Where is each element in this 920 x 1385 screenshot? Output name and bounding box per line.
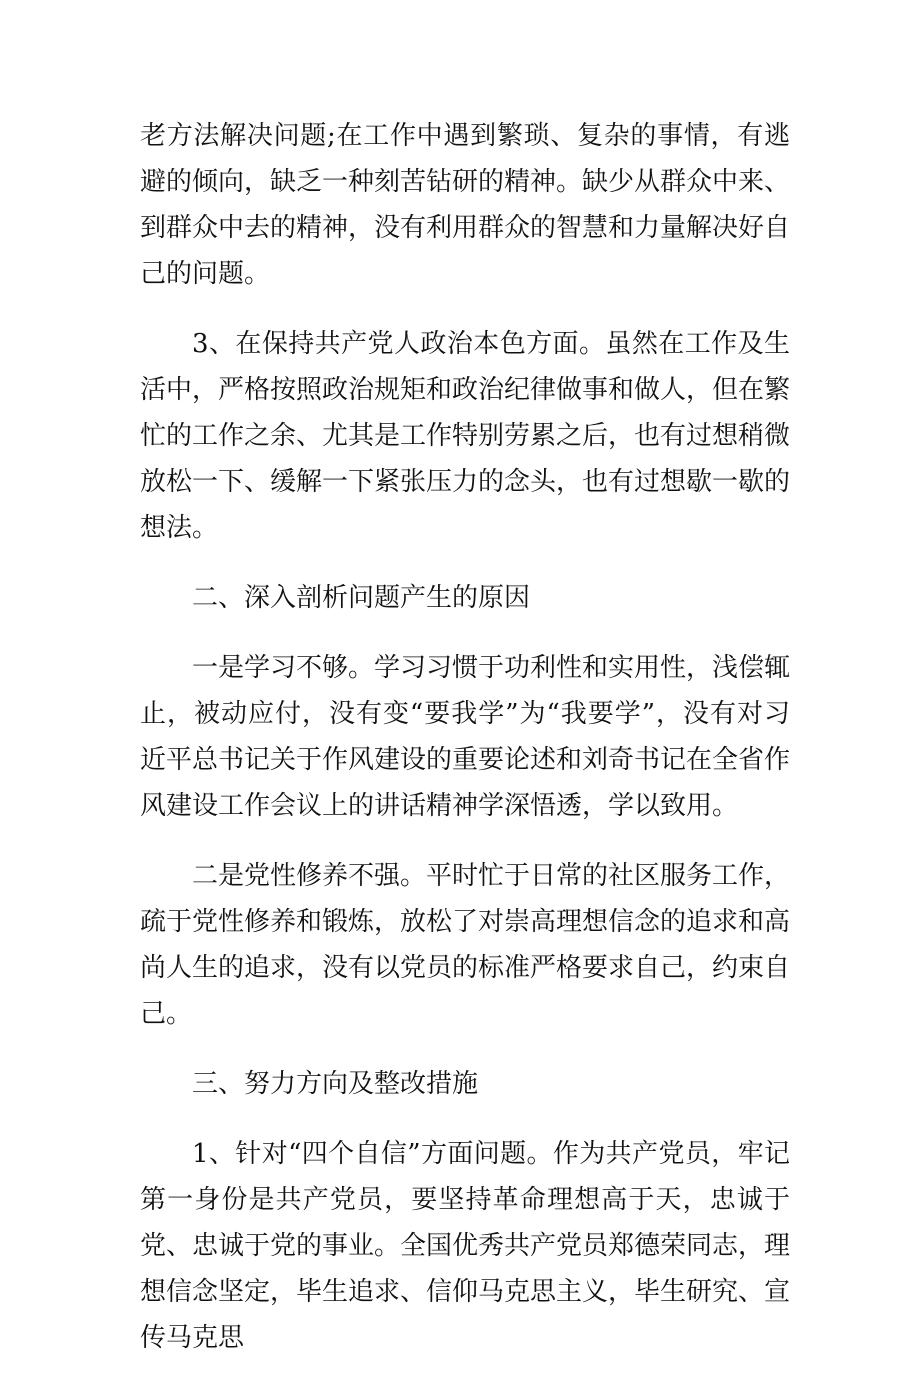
paragraph-continuation: 老方法解决问题;在工作中遇到繁琐、复杂的事情，有逃避的倾向，缺乏一种刻苦钻研的精神。缺少从群众中来、到群众中去的精神，没有利用群众的智慧和力量解决好自己的问题。: [140, 121, 791, 289]
paragraph-four-confidences: 1、针对“四个自信”方面问题。作为共产党员，牢记第一身份是共产党员，要坚持革命理想高于天，忠诚于党、忠诚于党的事业。全国优秀共产党员郑德荣同志，理想信念坚定，毕生追求、信仰马克思主义，毕生研究、宣传马克思: [140, 1139, 791, 1353]
paragraph-insufficient-study: 一是学习不够。学习习惯于功利性和实用性，浅偿辄止，被动应付，没有变“要我学”为“我要学”，没有对习近平总书记关于作风建设的重要论述和刘奇书记在全省作风建设工作会议上的讲话精神学深悟透，学以致用。: [140, 653, 791, 821]
document-body: [140, 113, 790, 1385]
section-heading-causes: 二、深入剖析问题产生的原因: [192, 583, 531, 613]
section-heading-measures: 三、努力方向及整改措施: [192, 1069, 479, 1099]
paragraph-party-cultivation: 二是党性修养不强。平时忙于日常的社区服务工作，疏于党性修养和锻炼，放松了对崇高理想信念的追求和高尚人生的追求，没有以党员的标准严格要求自己，约束自己。: [140, 861, 791, 1029]
paragraph-political-integrity: 3、在保持共产党人政治本色方面。虽然在工作及生活中，严格按照政治规矩和政治纪律做事和做人，但在繁忙的工作之余、尤其是工作特别劳累之后，也有过想稍微放松一下、缓解一下紧张压力的念头，也有过想歇一歇的想法。: [140, 329, 791, 543]
